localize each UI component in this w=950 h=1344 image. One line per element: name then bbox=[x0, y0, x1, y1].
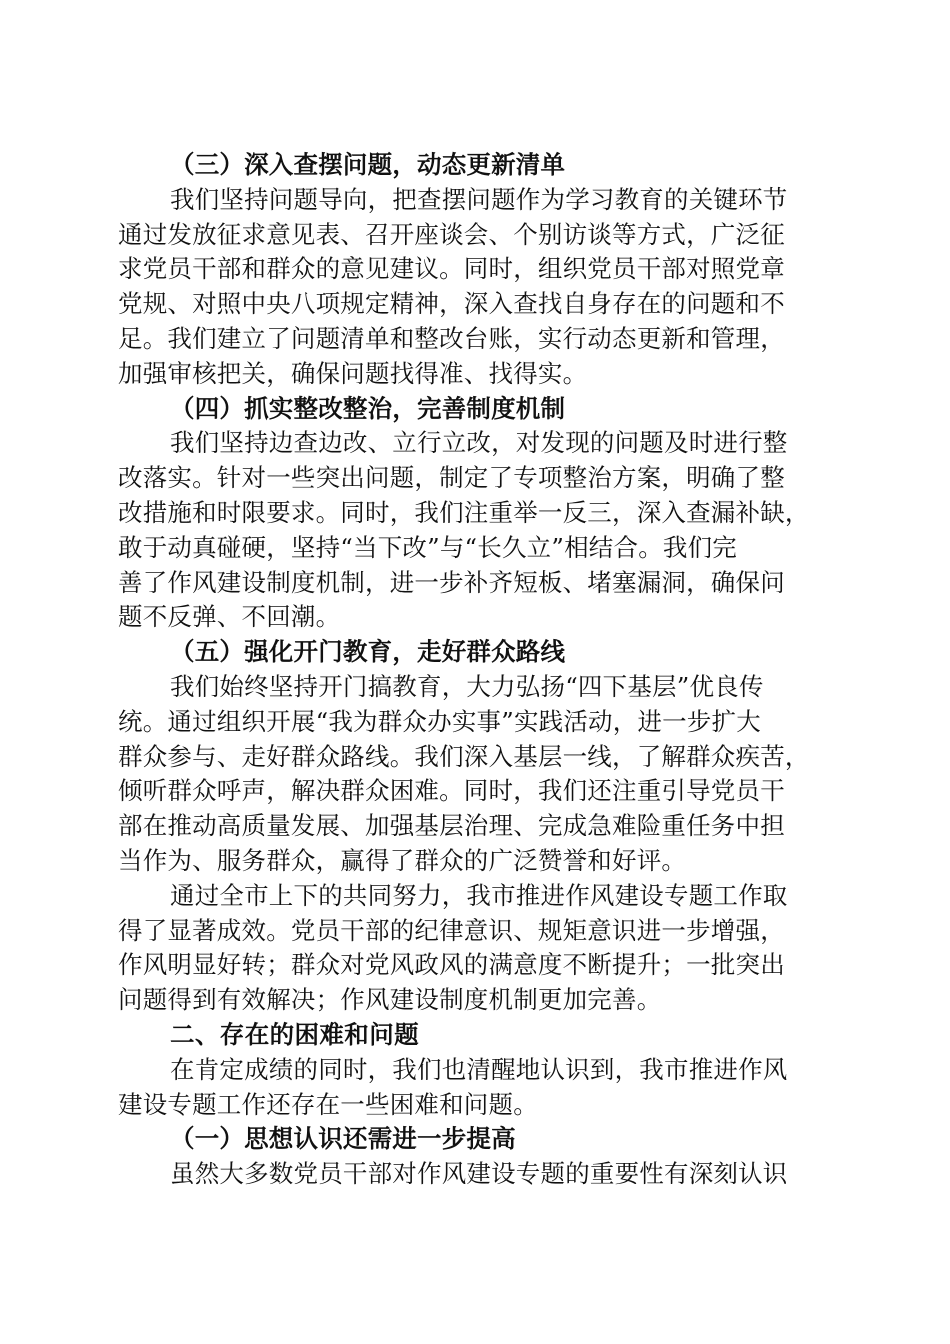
paragraph-line: 统。通过组织开展“我为群众办实事”实践活动，进一步扩大 bbox=[118, 706, 761, 736]
paragraph-line: 我们坚持问题导向，把查摆问题作为学习教育的关键环节 bbox=[170, 184, 788, 214]
paragraph-line: 部在推动高质量发展、加强基层治理、完成急难险重任务中担 bbox=[118, 811, 785, 841]
subheading-three: （三）深入查摆问题，动态更新清单 bbox=[170, 150, 566, 179]
subheading-five: （五）强化开门教育，走好群众路线 bbox=[170, 637, 566, 667]
paragraph-line: 我们坚持边查边改、立行立改，对发现的问题及时进行整 bbox=[170, 428, 788, 458]
paragraph-line: 虽然大多数党员干部对作风建设专题的重要性有深刻认识 bbox=[170, 1159, 788, 1189]
paragraph-line: 加强审核把关，确保问题找得准、找得实。 bbox=[118, 358, 588, 388]
document-body bbox=[118, 148, 833, 1192]
paragraph-line: 通过发放征求意见表、召开座谈会、个别访谈等方式，广泛征 bbox=[118, 219, 785, 249]
paragraph-line: 善了作风建设制度机制，进一步补齐短板、堵塞漏洞，确保问 bbox=[118, 567, 785, 597]
paragraph-line: 当作为、服务群众，赢得了群众的广泛赞誉和好评。 bbox=[118, 845, 687, 875]
paragraph-line: 问题得到有效解决；作风建设制度机制更加完善。 bbox=[118, 985, 662, 1015]
subheading-four: （四）抓实整改整治，完善制度机制 bbox=[170, 393, 566, 423]
paragraph-line: 在肯定成绩的同时，我们也清醒地认识到，我市推进作风 bbox=[170, 1054, 788, 1084]
paragraph-line: 党规、对照中央八项规定精神，深入查找自身存在的问题和不 bbox=[118, 289, 785, 319]
paragraph-line: 倾听群众呼声，解决群众困难。同时，我们还注重引导党员干 bbox=[118, 776, 785, 806]
paragraph-line: 我们始终坚持开门搞教育，大力弘扬“四下基层”优良传 bbox=[170, 671, 764, 701]
paragraph-line: 求党员干部和群众的意见建议。同时，组织党员干部对照党章 bbox=[118, 254, 785, 284]
paragraph-line: 群众参与、走好群众路线。我们深入基层一线，了解群众疾苦， bbox=[118, 741, 810, 771]
paragraph-line: 敢于动真碰硬，坚持“当下改”与“长久立”相结合。我们完 bbox=[118, 532, 737, 562]
section-heading-two: 二、存在的困难和问题 bbox=[170, 1019, 419, 1049]
paragraph-line: 建设专题工作还存在一些困难和问题。 bbox=[118, 1089, 538, 1119]
paragraph-line: 作风明显好转；群众对党风政风的满意度不断提升；一批突出 bbox=[118, 950, 785, 980]
paragraph-line: 改措施和时限要求。同时，我们注重举一反三，深入查漏补缺， bbox=[118, 497, 810, 527]
paragraph-line: 通过全市上下的共同努力，我市推进作风建设专题工作取 bbox=[170, 880, 788, 910]
paragraph-line: 题不反弹、不回潮。 bbox=[118, 602, 341, 632]
paragraph-line: 得了显著成效。党员干部的纪律意识、规矩意识进一步增强， bbox=[118, 915, 785, 945]
paragraph-line: 足。我们建立了问题清单和整改台账，实行动态更新和管理， bbox=[118, 323, 785, 353]
paragraph-line: 改落实。针对一些突出问题，制定了专项整治方案，明确了整 bbox=[118, 463, 785, 493]
subheading-one: （一）思想认识还需进一步提高 bbox=[170, 1124, 516, 1154]
